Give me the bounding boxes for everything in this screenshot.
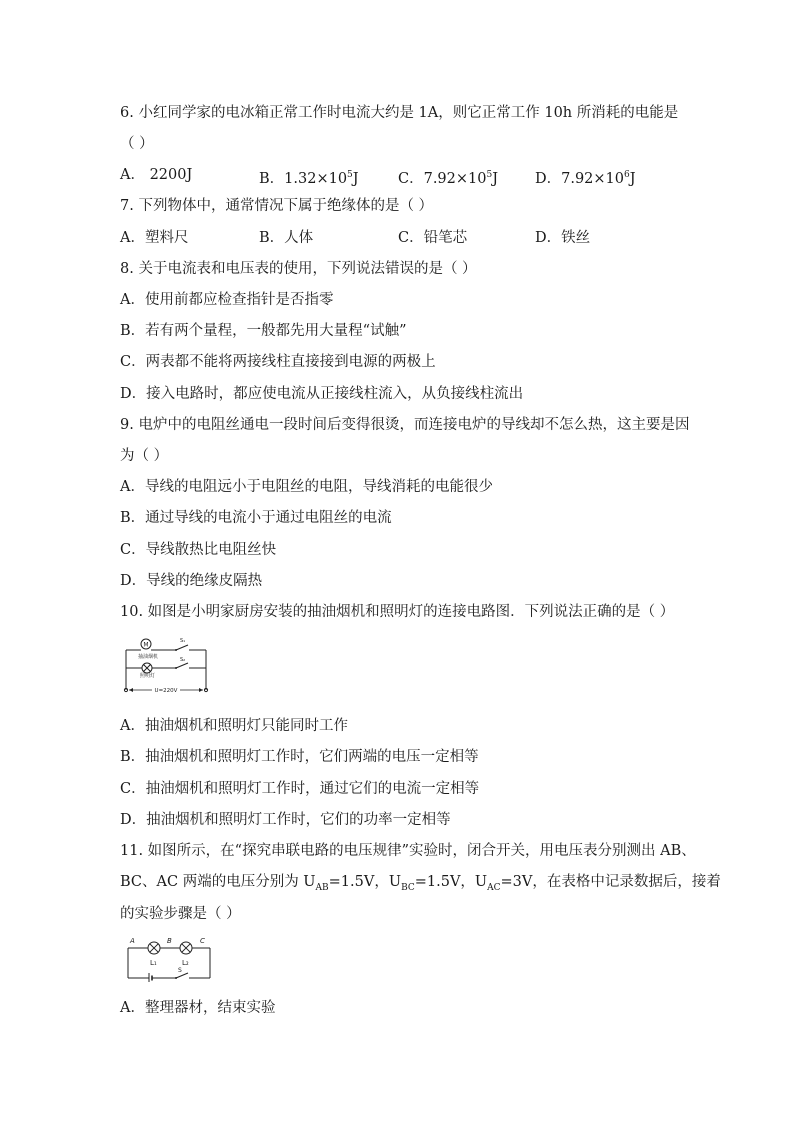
point-b-label: B (167, 937, 172, 945)
q7-option-a: A．塑料尺 (120, 230, 189, 246)
voltage-label: U=220V (154, 688, 178, 694)
q11-stem-line2: BC、AC 两端的电压分别为 $U_{AB}=1.5V$，$U_{BC}=1.5V$，$U_{AC}=3V$，在表格中记录数据后，接着 (120, 874, 721, 893)
q7-stem: 7. 下列物体中，通常情况下属于绝缘体的是（ ） (120, 198, 434, 214)
q8-option-c: C．两表都不能将两接线柱直接接到电源的两极上 (120, 354, 436, 370)
switch-label: S (178, 967, 182, 974)
q7-option-d: D．铁丝 (535, 230, 591, 246)
q9-stem-line1: 9. 电炉中的电阻丝通电一段时间后变得很烫，而连接电炉的导线却不怎么热，这主要是因 (120, 417, 690, 433)
motor-letter: M (143, 641, 149, 649)
switch-s2-label: S₂ (180, 657, 186, 663)
point-a-label: A (130, 937, 135, 945)
q11-option-a: A．整理器材，结束实验 (120, 1000, 276, 1016)
lamp-l1-symbol (148, 942, 160, 954)
q6-paren: （ ） (120, 136, 154, 152)
q7-option-c: C．铅笔芯 (398, 230, 468, 246)
q6-option-c: C．$7.92\times 10^5J$ (398, 170, 499, 187)
motor-label: 抽油烟机 (138, 654, 159, 660)
q9-option-d: D．导线的绝缘皮隔热 (120, 573, 263, 589)
point-c-label: C (200, 937, 205, 945)
q6-option-b: B．$1.32\times 10^5J$ (259, 170, 359, 187)
q8-stem: 8. 关于电流表和电压表的使用，下列说法错误的是（ ） (120, 261, 477, 277)
lamp-symbol (142, 663, 152, 673)
q10-option-c: C．抽油烟机和照明灯工作时，通过它们的电流一定相等 (120, 781, 480, 797)
lamp-l1-label: L₁ (150, 959, 157, 967)
q9-option-c: C．导线散热比电阻丝快 (120, 542, 277, 558)
q11-stem-line3: 的实验步骤是（ ） (120, 906, 241, 922)
q11-circuit-diagram (124, 934, 216, 982)
lamp-l2-label: L₂ (182, 959, 189, 967)
q10-circuit-diagram (120, 632, 212, 698)
q9-option-a: A．导线的电阻远小于电阻丝的电阻，导线消耗的电能很少 (120, 479, 493, 495)
q8-option-b: B．若有两个量程，一般都先用大量程“试触” (120, 323, 407, 339)
q11-stem-line1: 11. 如图所示，在“探究串联电路的电压规律”实验时，闭合开关，用电压表分别测出 AB、 (120, 843, 696, 859)
q9-stem-line2: 为（ ） (120, 448, 169, 464)
q10-stem: 10. 如图是小明家厨房安装的抽油烟机和照明灯的连接电路图．下列说法正确的是（ ） (120, 604, 675, 620)
q9-option-b: B．通过导线的电流小于通过电阻丝的电流 (120, 510, 392, 526)
q7-option-b: B．人体 (259, 230, 314, 246)
switch-s1-label: S₁ (180, 638, 186, 644)
q10-option-d: D．抽油烟机和照明灯工作时，它们的功率一定相等 (120, 812, 451, 828)
q10-option-a: A．抽油烟机和照明灯只能同时工作 (120, 718, 348, 734)
lamp-l2-symbol (180, 942, 192, 954)
q6-option-a: A． 2200J (120, 167, 193, 183)
q8-option-a: A．使用前都应检查指针是否指零 (120, 292, 334, 308)
q6-stem: 6. 小红同学家的电冰箱正常工作时电流大约是 1A，则它正常工作 10h 所消耗的电能是 (120, 105, 679, 121)
q6-option-d: D．$7.92\times 10^6J$ (535, 170, 636, 187)
q10-option-b: B．抽油烟机和照明灯工作时，它们两端的电压一定相等 (120, 749, 479, 765)
lamp-label: 照明灯 (140, 673, 156, 679)
q8-option-d: D．接入电路时，都应使电流从正接线柱流入，从负接线柱流出 (120, 386, 524, 402)
